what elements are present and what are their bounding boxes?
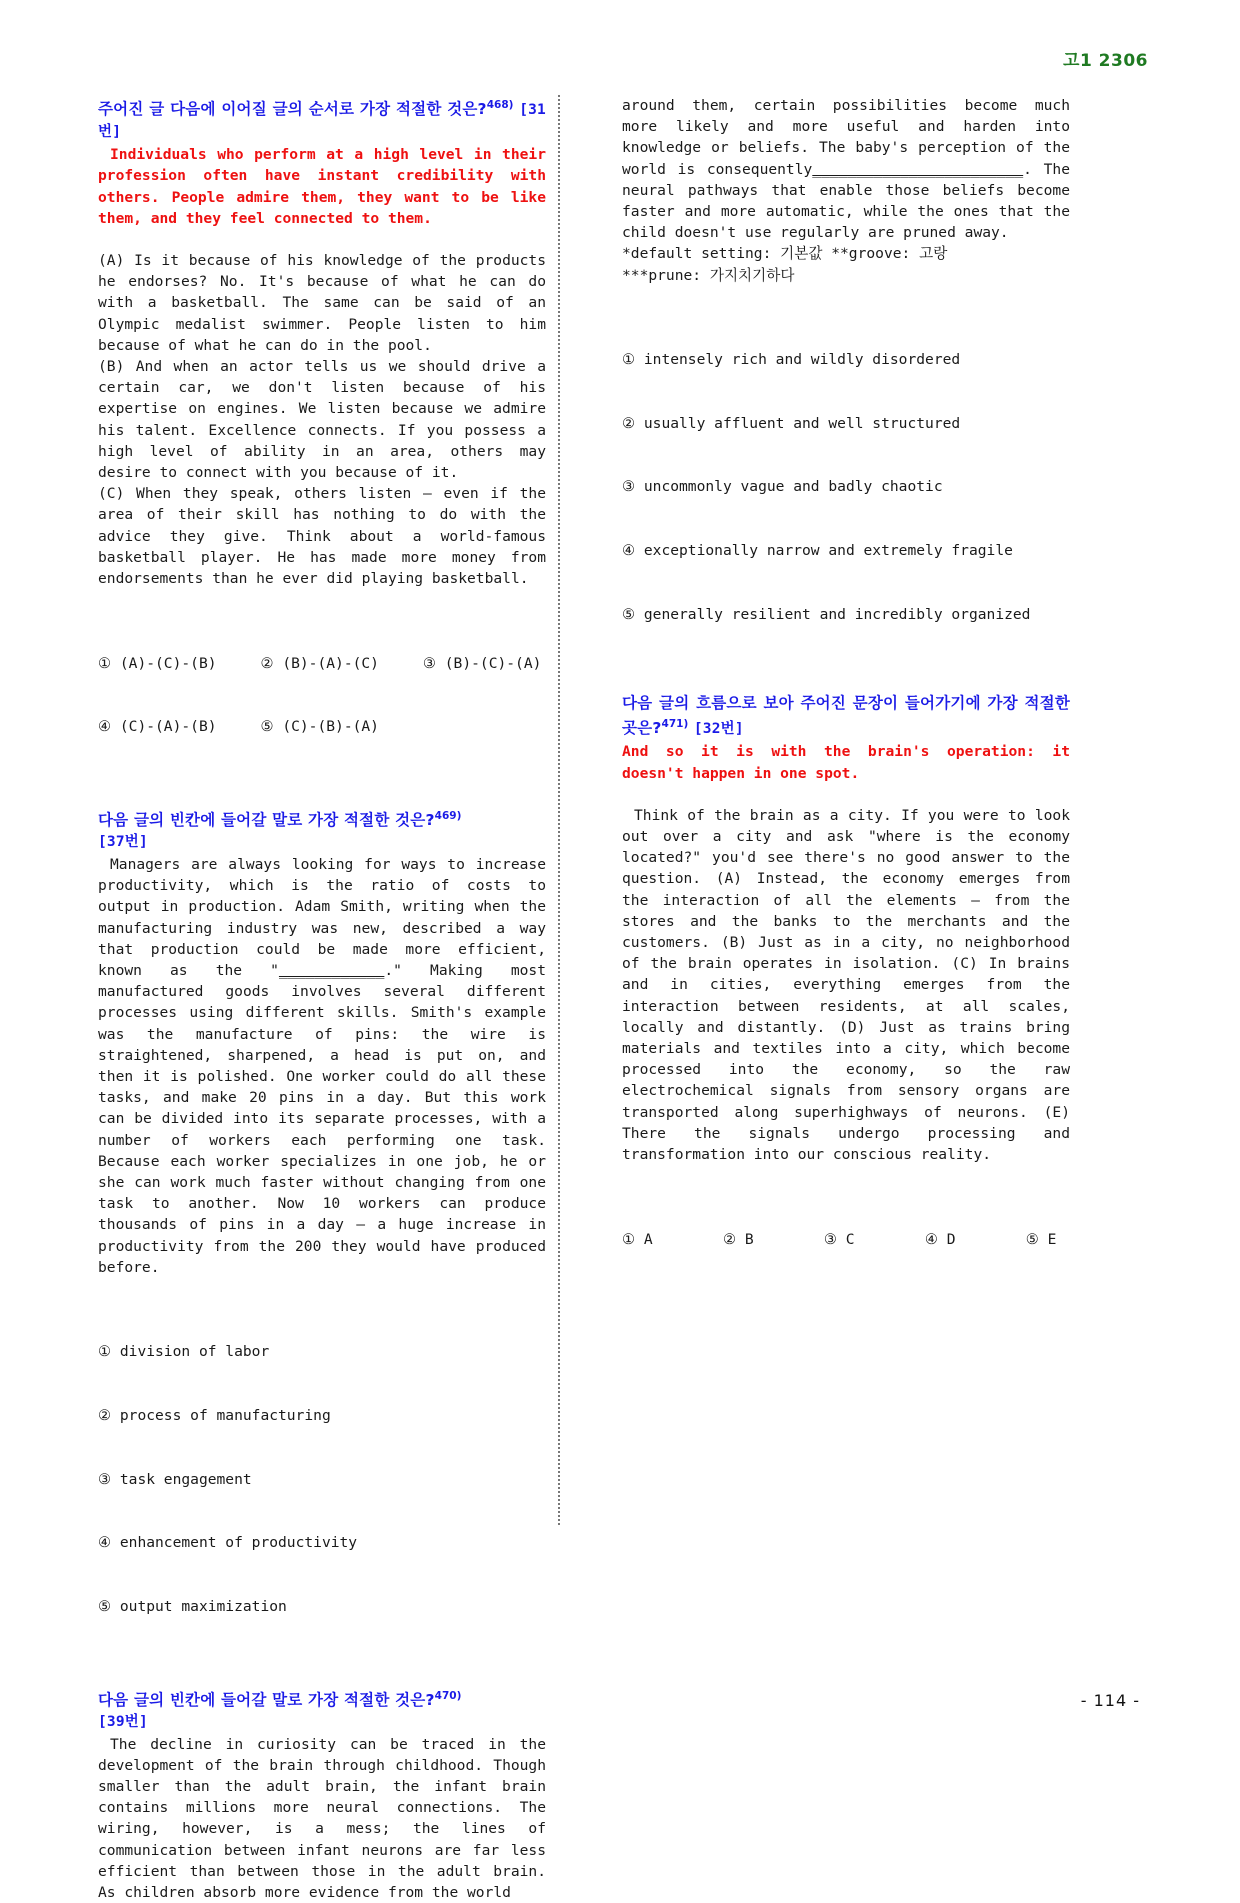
spacer: [98, 1278, 546, 1299]
question-37-choice-1[interactable]: ① division of labor: [98, 1343, 270, 1361]
question-31-paragraph-b: (B) And when an actor tells us we should drive a certain car, we don't listen because of his expertise on engines. We listen because we admire his talent. Excellence connects. If you possess a high level of ability in an area, others may desire to connect with you because of it.: [98, 357, 546, 481]
question-32-given-sentence: And so it is with the brain's operation: it doesn't happen in one spot.: [622, 743, 1070, 782]
question-39-blank: ________________________: [812, 160, 1024, 178]
question-37-heading-text: 다음 글의 빈칸에 들어갈 말로 가장 적절한 것은?: [98, 811, 435, 829]
question-31-footnote-number: 468): [486, 99, 514, 111]
question-37-passage-part2: ." Making most manufactured goods involves several different processes using different skills. Smith's example was the manufacture of pins: the wire is straightened, sharpened, a head is put on, and then it is polished. One worker could do all these tasks, and make 20 pins in a day. But this work can be divided into its separate processes, with a number of workers each performing one task. Because each worker specializes in one job, he or she can work much faster without changing from one task to another. Now 10 workers can produce thousands of pins in a day – a huge increase in productivity from the 200 they would have produced before.: [98, 962, 546, 1276]
question-39-footnote-2: ***prune: 가지치기하다: [622, 266, 795, 284]
question-39-passage-continued: [622, 95, 1070, 243]
page-header-label: 고1 2306: [1063, 51, 1148, 71]
question-32-number: [32번]: [693, 721, 744, 738]
question-37-heading: [98, 806, 546, 853]
question-block-37: [98, 806, 546, 1660]
question-32-choices: [622, 1186, 1070, 1292]
question-32-choice-row[interactable]: ① A ② B ③ C ④ D ⑤ E: [622, 1230, 1057, 1248]
question-32-heading: [622, 693, 1070, 740]
spacer: [98, 229, 546, 250]
question-39-choices: [622, 307, 1070, 667]
question-37-number: [37번]: [98, 834, 148, 850]
question-39-heading: [98, 1686, 546, 1733]
question-39-choice-4[interactable]: ④ exceptionally narrow and extremely fragile: [622, 542, 1013, 560]
question-block-32: [622, 693, 1070, 1292]
question-37-passage: [98, 854, 546, 1278]
question-39-choice-5[interactable]: ⑤ generally resilient and incredibly organized: [622, 605, 1031, 623]
question-37-footnote-number: 469): [434, 809, 462, 822]
question-39-passage-part1: around them, certain possibilities become much more likely and more useful and harden into knowledge or beliefs. The baby's perception of the world is consequently: [622, 97, 1070, 178]
question-39-footnote-number: 470): [434, 1689, 462, 1702]
question-39-passage-part2: . The neural pathways that enable those beliefs become faster and more automatic, while the ones that the child doesn't use regularly are pruned away.: [622, 160, 1070, 242]
spacer: [622, 286, 1070, 307]
left-column: [98, 95, 558, 1902]
question-39-heading-text: 다음 글의 빈칸에 들어갈 말로 가장 적절한 것은?: [98, 1690, 435, 1709]
right-column: [560, 95, 1070, 1595]
question-31-paragraph-a: (A) Is it because of his knowledge of the products he endorses? No. It's because of what he can do with a basketball. The same can be said of an Olympic medalist swimmer. People listen to him because of what he can do in the pool.: [98, 251, 546, 354]
spacer: [98, 1660, 546, 1686]
question-37-choice-3[interactable]: ③ task engagement: [98, 1470, 252, 1488]
question-37-passage-part1: Managers are always looking for ways to increase productivity, which is the ratio of costs to output in production. Adam Smith, writing when the manufacturing industry was new, described a way that production could be made more efficient, known as the ": [98, 856, 546, 980]
question-block-39-continued: [622, 95, 1070, 667]
question-39-choice-1[interactable]: ① intensely rich and wildly disordered: [622, 351, 961, 369]
spacer: [622, 1165, 1070, 1186]
question-block-39: [98, 1686, 546, 1903]
question-31-choice-row-2[interactable]: ④ (C)-(A)-(B) ⑤ (C)-(B)-(A): [98, 718, 379, 736]
question-block-31: [98, 95, 546, 780]
question-31-number: [31번]: [98, 102, 546, 141]
question-31-choices: [98, 610, 546, 780]
question-32-heading-text: 다음 글의 흐름으로 보아 주어진 문장이 들어가기에 가장 적절한 곳은?: [622, 694, 1070, 738]
spacer: [622, 784, 1070, 805]
question-31-choice-row-1[interactable]: ① (A)-(C)-(B) ② (B)-(A)-(C) ③ (B)-(C)-(A): [98, 654, 542, 672]
spacer: [98, 780, 546, 806]
question-37-choice-5[interactable]: ⑤ output maximization: [98, 1597, 287, 1615]
question-31-heading-text: 주어진 글 다음에 이어질 글의 순서로 가장 적절한 것은?: [98, 100, 487, 119]
question-32-passage: Think of the brain as a city. If you were to look out over a city and ask "where is the economy located?" you'd see there's no good answer to the question. (A) Instead, the economy emerges from the interaction of all the elements – from the stores and the banks to the merchants and the customers. (B) Just as in a city, no neighborhood of the brain operates in isolation. (C) In brains and in cities, everything emerges from the interaction between residents, at all scales, locally and distantly. (D) Just as trains bring materials and textiles into a city, which become processed into the economy, so the raw electrochemical signals from sensory organs are transported along superhighways of neurons. (E) There the signals undergo processing and transformation into our conscious reality.: [622, 806, 1070, 1164]
question-39-footnote-1: *default setting: 기본값 **groove: 고랑: [622, 245, 948, 263]
question-39-passage: The decline in curiosity can be traced in the development of the brain through childhood. Though smaller than the adult brain, the infant brain contains millions more neural connections. The wiring, however, is a mess; the lines of communication between infant neurons are far less efficient than between those in the adult brain. As children absorb more evidence from the world: [98, 1735, 546, 1902]
question-32-footnote-number: 471): [661, 718, 689, 731]
question-39-choice-3[interactable]: ③ uncommonly vague and badly chaotic: [622, 478, 943, 496]
question-31-heading: [98, 95, 546, 143]
question-37-choice-2[interactable]: ② process of manufacturing: [98, 1407, 331, 1425]
question-39-number: [39번]: [98, 1713, 148, 1730]
question-37-choices: [98, 1299, 546, 1659]
question-37-choice-4[interactable]: ④ enhancement of productivity: [98, 1534, 358, 1552]
question-39-choice-2[interactable]: ② usually affluent and well structured: [622, 414, 961, 432]
spacer: [98, 589, 546, 610]
spacer: [622, 667, 1070, 693]
question-31-given-passage: Individuals who perform at a high level in their profession often have instant credibility with others. People admire them, they want to be like them, and they feel connected to them.: [98, 146, 546, 227]
question-37-blank: ____________: [278, 962, 385, 980]
question-31-paragraph-c: (C) When they speak, others listen – even if the area of their skill has nothing to do with the advice they give. Think about a world-famous basketball player. He has made more money from endorsements than he ever did playing basketball.: [98, 485, 546, 588]
page-number: - 114 -: [1080, 1691, 1140, 1710]
